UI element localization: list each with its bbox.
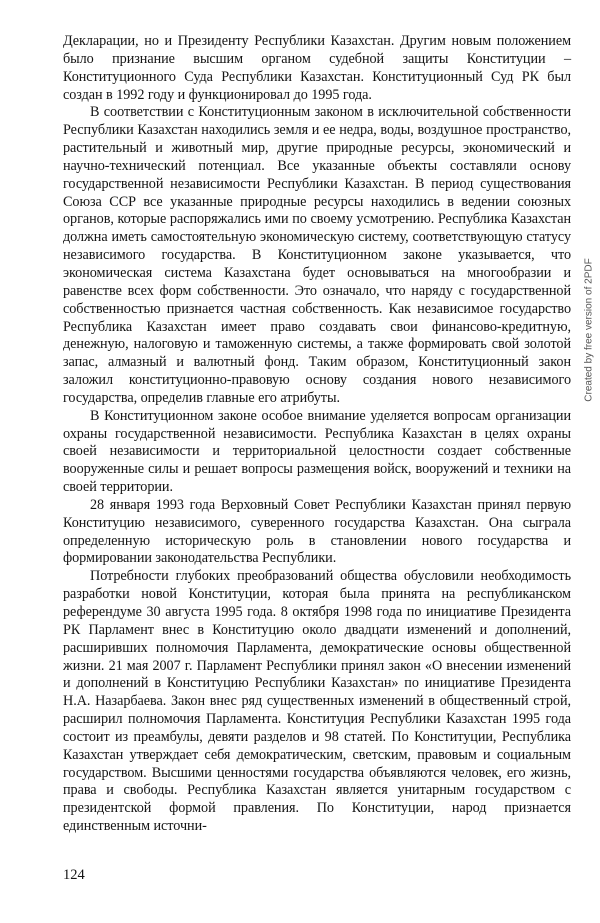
paragraph-4: 28 января 1993 года Верховный Совет Республики Казахстан принял первую Конституцию независимого, суверенного государства Казахстан. Она сыграла определенную историческую роль в становлении нового государства и формировании законодательства Республики. <box>63 496 571 567</box>
paragraph-1: Декларации, но и Президенту Республики Казахстан. Другим новым положением было признание высшим органом судебной защиты Конституции – Конституционного Суда Республики Казахстан. Конституционный Суд РК был создан в 1992 году и функционировал до 1995 года. <box>63 33 571 103</box>
paragraph-5: Потребности глубоких преобразований общества обусловили необходимость разработки новой Конституции, которая была принята на республиканском референдуме 30 августа 1995 года. 8 октября 1998 года по инициативе Президента РК Парламент внес в Конституцию около двадцати изменений и дополнений, расширивших полномочия Парламента, демократические основы общественной жизни. 21 мая 2007 г. Парламент Республики принял закон «О внесении изменений и дополнений в Конституцию Республики Казахстан» по инициативе Президента Н.А. Назарбаева. Закон внес ряд существенных изменений в общественный строй, расширил полномочия Парламента. Конституция Республики Казахстан 1995 года состоит из преамбулы, девяти разделов и 98 статей. По Конституции, Республика Казахстан утверждает себя демократическим, светским, правовым и социальным государством. Высшими ценностями государства объявляются человек, его жизнь, права и свободы. Республика Казахстан является унитарным государством с президентской формой правления. По Конституции, народ признается единственным источни- <box>63 568 571 835</box>
watermark-text: Created by free version of 2PDF <box>583 258 595 402</box>
paragraph-2: В соответствии с Конституционным законом в исключительной собственности Республики Казахстан находились земля и ее недра, воды, воздушное пространство, растительный и животный мир, другие природные ресурсы, экономический и научно-технический потенциал. Все указанные объекты составляли основу государственной независимости Республики Казахстан. В период существования Союза ССР все указанные природные ресурсы находились в ведении союзных органов, которые распоряжались ими по своему усмотрению. Республика Казахстан должна иметь самостоятельную экономическую систему, соответствующую статусу независимого государства. В Конституционном законе указывается, что экономическая система Казахстана будет основываться на многообразии и равенстве всех форм собственности. Это означало, что наряду с государственной собственностью признается частная собственность. Как независимое государство Республика Казахстан имеет право создавать свои финансово-кредитную, денежную, налоговую и таможенную системы, а также формировать свой золотой запас, алмазный и валютный фонд. Таким образом, Конституционный закон заложил конституционно-правовую основу создания нового независимого государства, определив главные его атрибуты. <box>63 104 571 406</box>
paragraph-3: В Конституционном законе особое внимание уделяется вопросам организации охраны государственной независимости. Республика Казахстан в целях охраны своей независимости и территориальной целостности создает собственные вооруженные силы и решает вопросы размещения войск, вооружений и техники на своей территории. <box>63 407 571 496</box>
body-text <box>63 33 571 836</box>
page-number: 124 <box>63 867 85 883</box>
